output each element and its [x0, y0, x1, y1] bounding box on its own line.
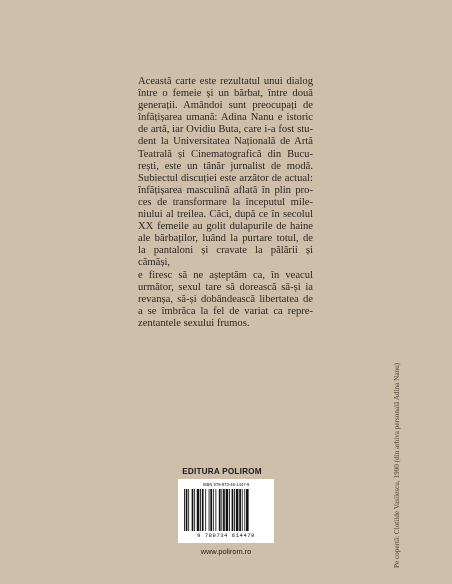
publisher-name: EDITURA POLIROM	[182, 467, 262, 476]
barcode-bar	[213, 489, 214, 531]
barcode-bar	[244, 489, 245, 531]
barcode-bar	[229, 489, 230, 531]
barcode-bar	[209, 489, 210, 531]
isbn-number: ISBN 978-973-46-1447-9	[202, 482, 250, 487]
barcode-bar	[197, 489, 200, 531]
blurb-line: între o femeie și un bărbat, între două	[138, 88, 313, 100]
barcode-bar	[192, 489, 194, 531]
barcode-bar	[200, 489, 201, 531]
blurb-line: Subiectul discuției este arzător de actual:	[138, 172, 313, 184]
barcode-bar	[186, 489, 188, 531]
barcode-bar	[202, 489, 204, 531]
blurb-line: revanșa, să-și dobândească libertatea de	[138, 293, 313, 305]
barcode-bar	[194, 489, 195, 531]
barcode-bar	[236, 489, 239, 531]
barcode-bar	[219, 489, 221, 531]
blurb-line: la pantaloni și cravate la pălării și cămăși,	[138, 245, 313, 269]
blurb-text	[138, 76, 313, 330]
barcode	[184, 489, 268, 531]
barcode-bar	[221, 489, 222, 531]
blurb-line: Această carte este rezultatul unui dialog	[138, 76, 313, 87]
barcode-label	[178, 479, 274, 543]
barcode-bar	[246, 489, 249, 531]
barcode-bar	[242, 489, 243, 531]
barcode-bar	[210, 489, 212, 531]
blurb-line: ale bărbaților, luând la purtare totul, de	[138, 233, 313, 245]
blurb-line: Teatrală și Cinematografică din Bucu-	[138, 148, 313, 160]
blurb-line: următor, sexul tare să dorească să-și ia	[138, 281, 313, 293]
barcode-bar	[226, 489, 229, 531]
barcode-bar	[188, 489, 189, 531]
blurb-line: rești, este un tânăr jurnalist de modă.	[138, 160, 313, 172]
barcode-bar	[205, 489, 206, 531]
barcode-bar	[223, 489, 225, 531]
barcode-bar	[184, 489, 185, 531]
ean-digits: 9 789734 614479	[197, 532, 255, 539]
barcode-bar	[239, 489, 241, 531]
blurb-line: înfățișarea umană: Adina Nanu e istoric	[138, 112, 313, 124]
barcode-bar	[215, 489, 216, 531]
blurb-line: zentantele sexului frumos.	[138, 317, 250, 329]
barcode-bar	[232, 489, 234, 531]
blurb-line: dent la Universitatea Națională de Artă	[138, 136, 313, 148]
blurb-line: ces de transformare la începutul mile-	[138, 196, 313, 208]
blurb-line: niului al treilea. Căci, după ce în secolul	[138, 209, 313, 221]
blurb-line: generații. Amândoi sunt preocupați de	[138, 100, 313, 112]
blurb-line: de artă, iar Ovidiu Buta, care i-a fost stu-	[138, 124, 313, 136]
blurb-line: a se îmbrăca la fel de variat ca repre-	[138, 305, 313, 317]
blurb-line: e firesc să ne așteptăm ca, în veacul	[138, 269, 313, 281]
blurb-line: XX femeile au golit dulapurile de haine	[138, 221, 313, 233]
cover-credit: Pe copertă: Clotilde Vasilescu, 1900 (din arhiva personală Adina Nanu)	[393, 362, 401, 568]
barcode-bar	[234, 489, 235, 531]
publisher-website: www.polirom.ro	[200, 547, 252, 556]
blurb-line: înfățișarea masculină aflată în plin pro-	[138, 184, 313, 196]
